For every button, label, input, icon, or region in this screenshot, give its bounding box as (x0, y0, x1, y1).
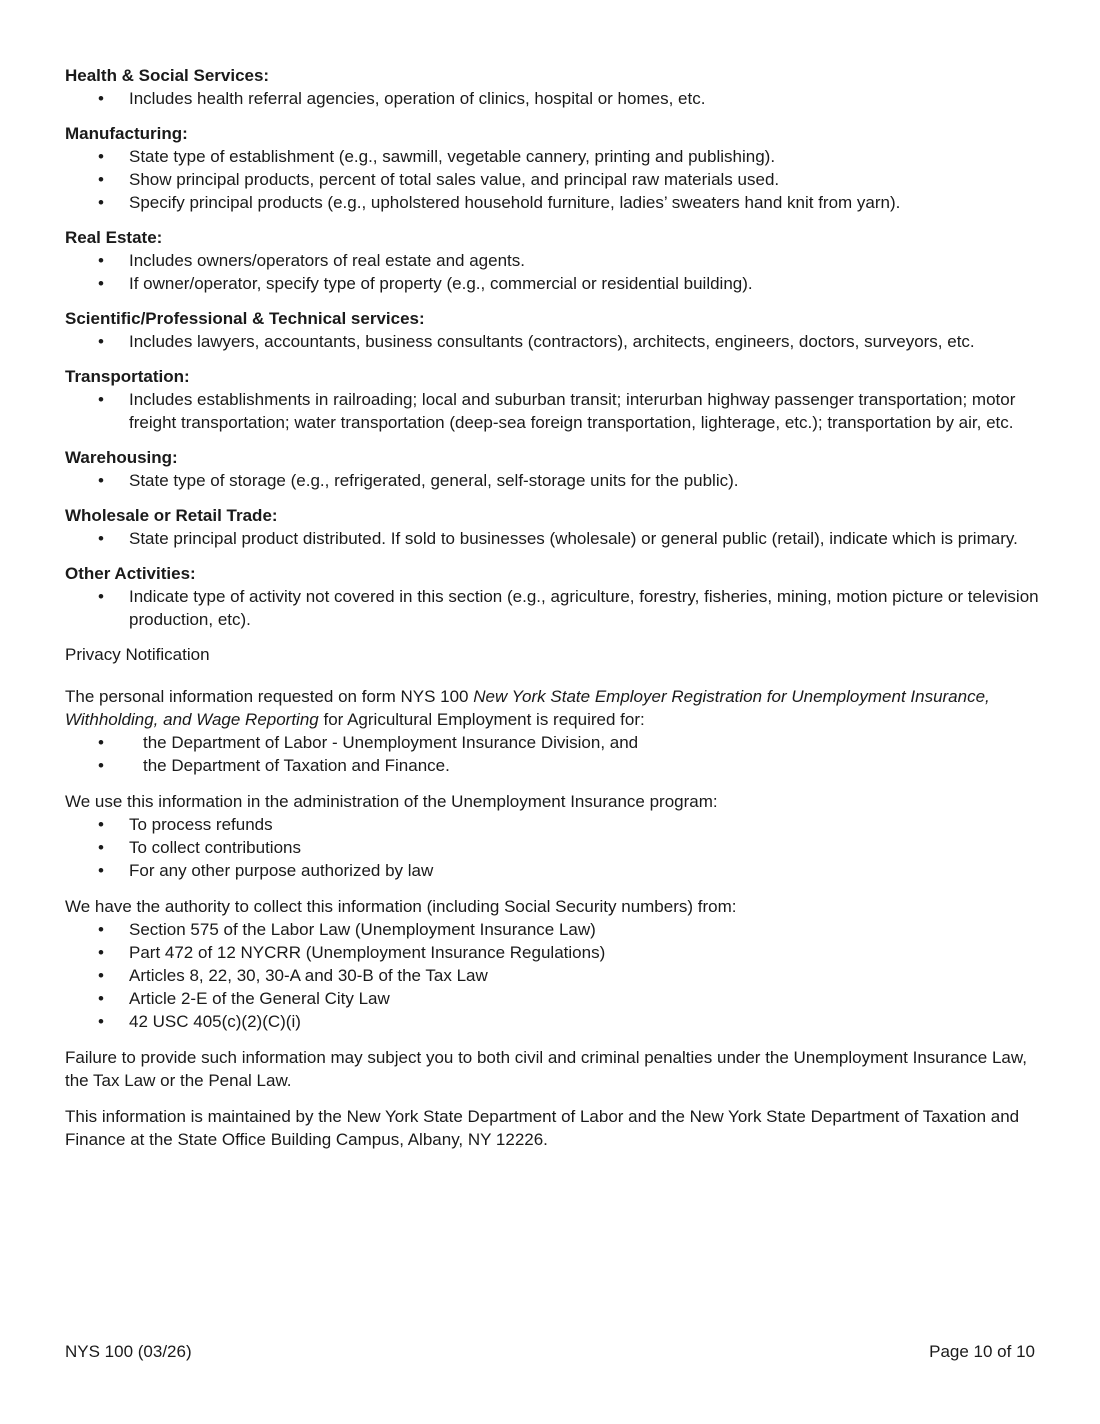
section-health-social-services (65, 64, 1050, 110)
list-item: • Includes lawyers, accountants, business consultants (contractors), architects, engineers, doctors, surveyors, etc. (65, 330, 1050, 353)
list-item: • the Department of Labor - Unemployment Insurance Division, and (65, 731, 1050, 754)
list-item: • For any other purpose authorized by law (65, 859, 1050, 882)
form-id: NYS 100 (03/26) (65, 1342, 192, 1361)
section-title: Warehousing: (65, 448, 178, 467)
section-other-activities (65, 562, 1050, 631)
use-intro: We use this information in the administration of the Unemployment Insurance program: (65, 792, 718, 811)
section-manufacturing (65, 122, 1050, 214)
list-item: • 42 USC 405(c)(2)(C)(i) (65, 1010, 1050, 1033)
bullet-list (65, 585, 1050, 631)
list-item: • State type of storage (e.g., refrigerated, general, self-storage units for the public). (65, 469, 1050, 492)
section-title: Wholesale or Retail Trade: (65, 506, 278, 525)
bullet-list (65, 527, 1050, 550)
list-item: • Show principal products, percent of total sales value, and principal raw materials used. (65, 168, 1050, 191)
section-wholesale-retail (65, 504, 1050, 550)
list-item: • Includes owners/operators of real estate and agents. (65, 249, 1050, 272)
section-title: Other Activities: (65, 564, 196, 583)
list-item: • Specify principal products (e.g., upholstered household furniture, ladies’ sweaters hand knit from yarn). (65, 191, 1050, 214)
privacy-notification (65, 643, 1050, 1151)
bullet-list (65, 249, 1050, 295)
list-item: • To collect contributions (65, 836, 1050, 859)
list-item: • Includes health referral agencies, operation of clinics, hospital or homes, etc. (65, 87, 1050, 110)
uses-list (65, 813, 1050, 882)
list-item: • Indicate type of activity not covered in this section (e.g., agriculture, forestry, fisheries, mining, motion picture or television production, etc). (65, 585, 1050, 631)
privacy-intro (65, 685, 1050, 731)
section-title: Transportation: (65, 367, 190, 386)
list-item: • Article 2-E of the General City Law (65, 987, 1050, 1010)
list-item: • State type of establishment (e.g., sawmill, vegetable cannery, printing and publishing). (65, 145, 1050, 168)
list-item: • State principal product distributed. If sold to businesses (wholesale) or general public (retail), indicate which is primary. (65, 527, 1050, 550)
required-for-list (65, 731, 1050, 777)
privacy-intro-tail: for Agricultural Employment is required for: (318, 710, 645, 729)
list-item: • Includes establishments in railroading; local and suburban transit; interurban highway passenger transportation; motor freight transportation; water transportation (deep-sea foreign transportation, lighterage, etc.); transportation by air, etc. (65, 388, 1050, 434)
bullet-list (65, 388, 1050, 434)
privacy-title: Privacy Notification (65, 645, 210, 664)
section-warehousing (65, 446, 1050, 492)
list-item: • Part 472 of 12 NYCRR (Unemployment Insurance Regulations) (65, 941, 1050, 964)
section-title: Real Estate: (65, 228, 163, 247)
list-item: • the Department of Taxation and Finance. (65, 754, 1050, 777)
privacy-intro-lead: The personal information requested on form NYS 100 (65, 687, 474, 706)
bullet-list (65, 469, 1050, 492)
maintained-paragraph: This information is maintained by the New York State Department of Labor and the New York State Department of Taxation and Finance at the State Office Building Campus, Albany, NY 12226. (65, 1107, 1020, 1149)
section-title: Health & Social Services: (65, 66, 270, 85)
list-item: • Articles 8, 22, 30, 30-A and 30-B of the Tax Law (65, 964, 1050, 987)
page-number: Page 10 of 10 (929, 1342, 1035, 1361)
section-title: Scientific/Professional & Technical services: (65, 309, 425, 328)
list-item: • To process refunds (65, 813, 1050, 836)
authority-list (65, 918, 1050, 1033)
list-item: • Section 575 of the Labor Law (Unemployment Insurance Law) (65, 918, 1050, 941)
section-scientific-professional (65, 307, 1050, 353)
section-transportation (65, 365, 1050, 434)
bullet-list (65, 87, 1050, 110)
document-page (65, 64, 1050, 1164)
authority-intro: We have the authority to collect this information (including Social Security numbers) from: (65, 897, 737, 916)
list-item: • If owner/operator, specify type of property (e.g., commercial or residential building). (65, 272, 1050, 295)
bullet-list (65, 145, 1050, 214)
form-title-italic: New York State Employer Registration for Unemployment Insurance, Withholding, and Wage Reporting (65, 687, 990, 729)
bullet-list (65, 330, 1050, 353)
section-title: Manufacturing: (65, 124, 188, 143)
penalties-paragraph: Failure to provide such information may subject you to both civil and criminal penalties under the Unemployment Insurance Law, the Tax Law or the Penal Law. (65, 1048, 1027, 1090)
section-real-estate (65, 226, 1050, 295)
